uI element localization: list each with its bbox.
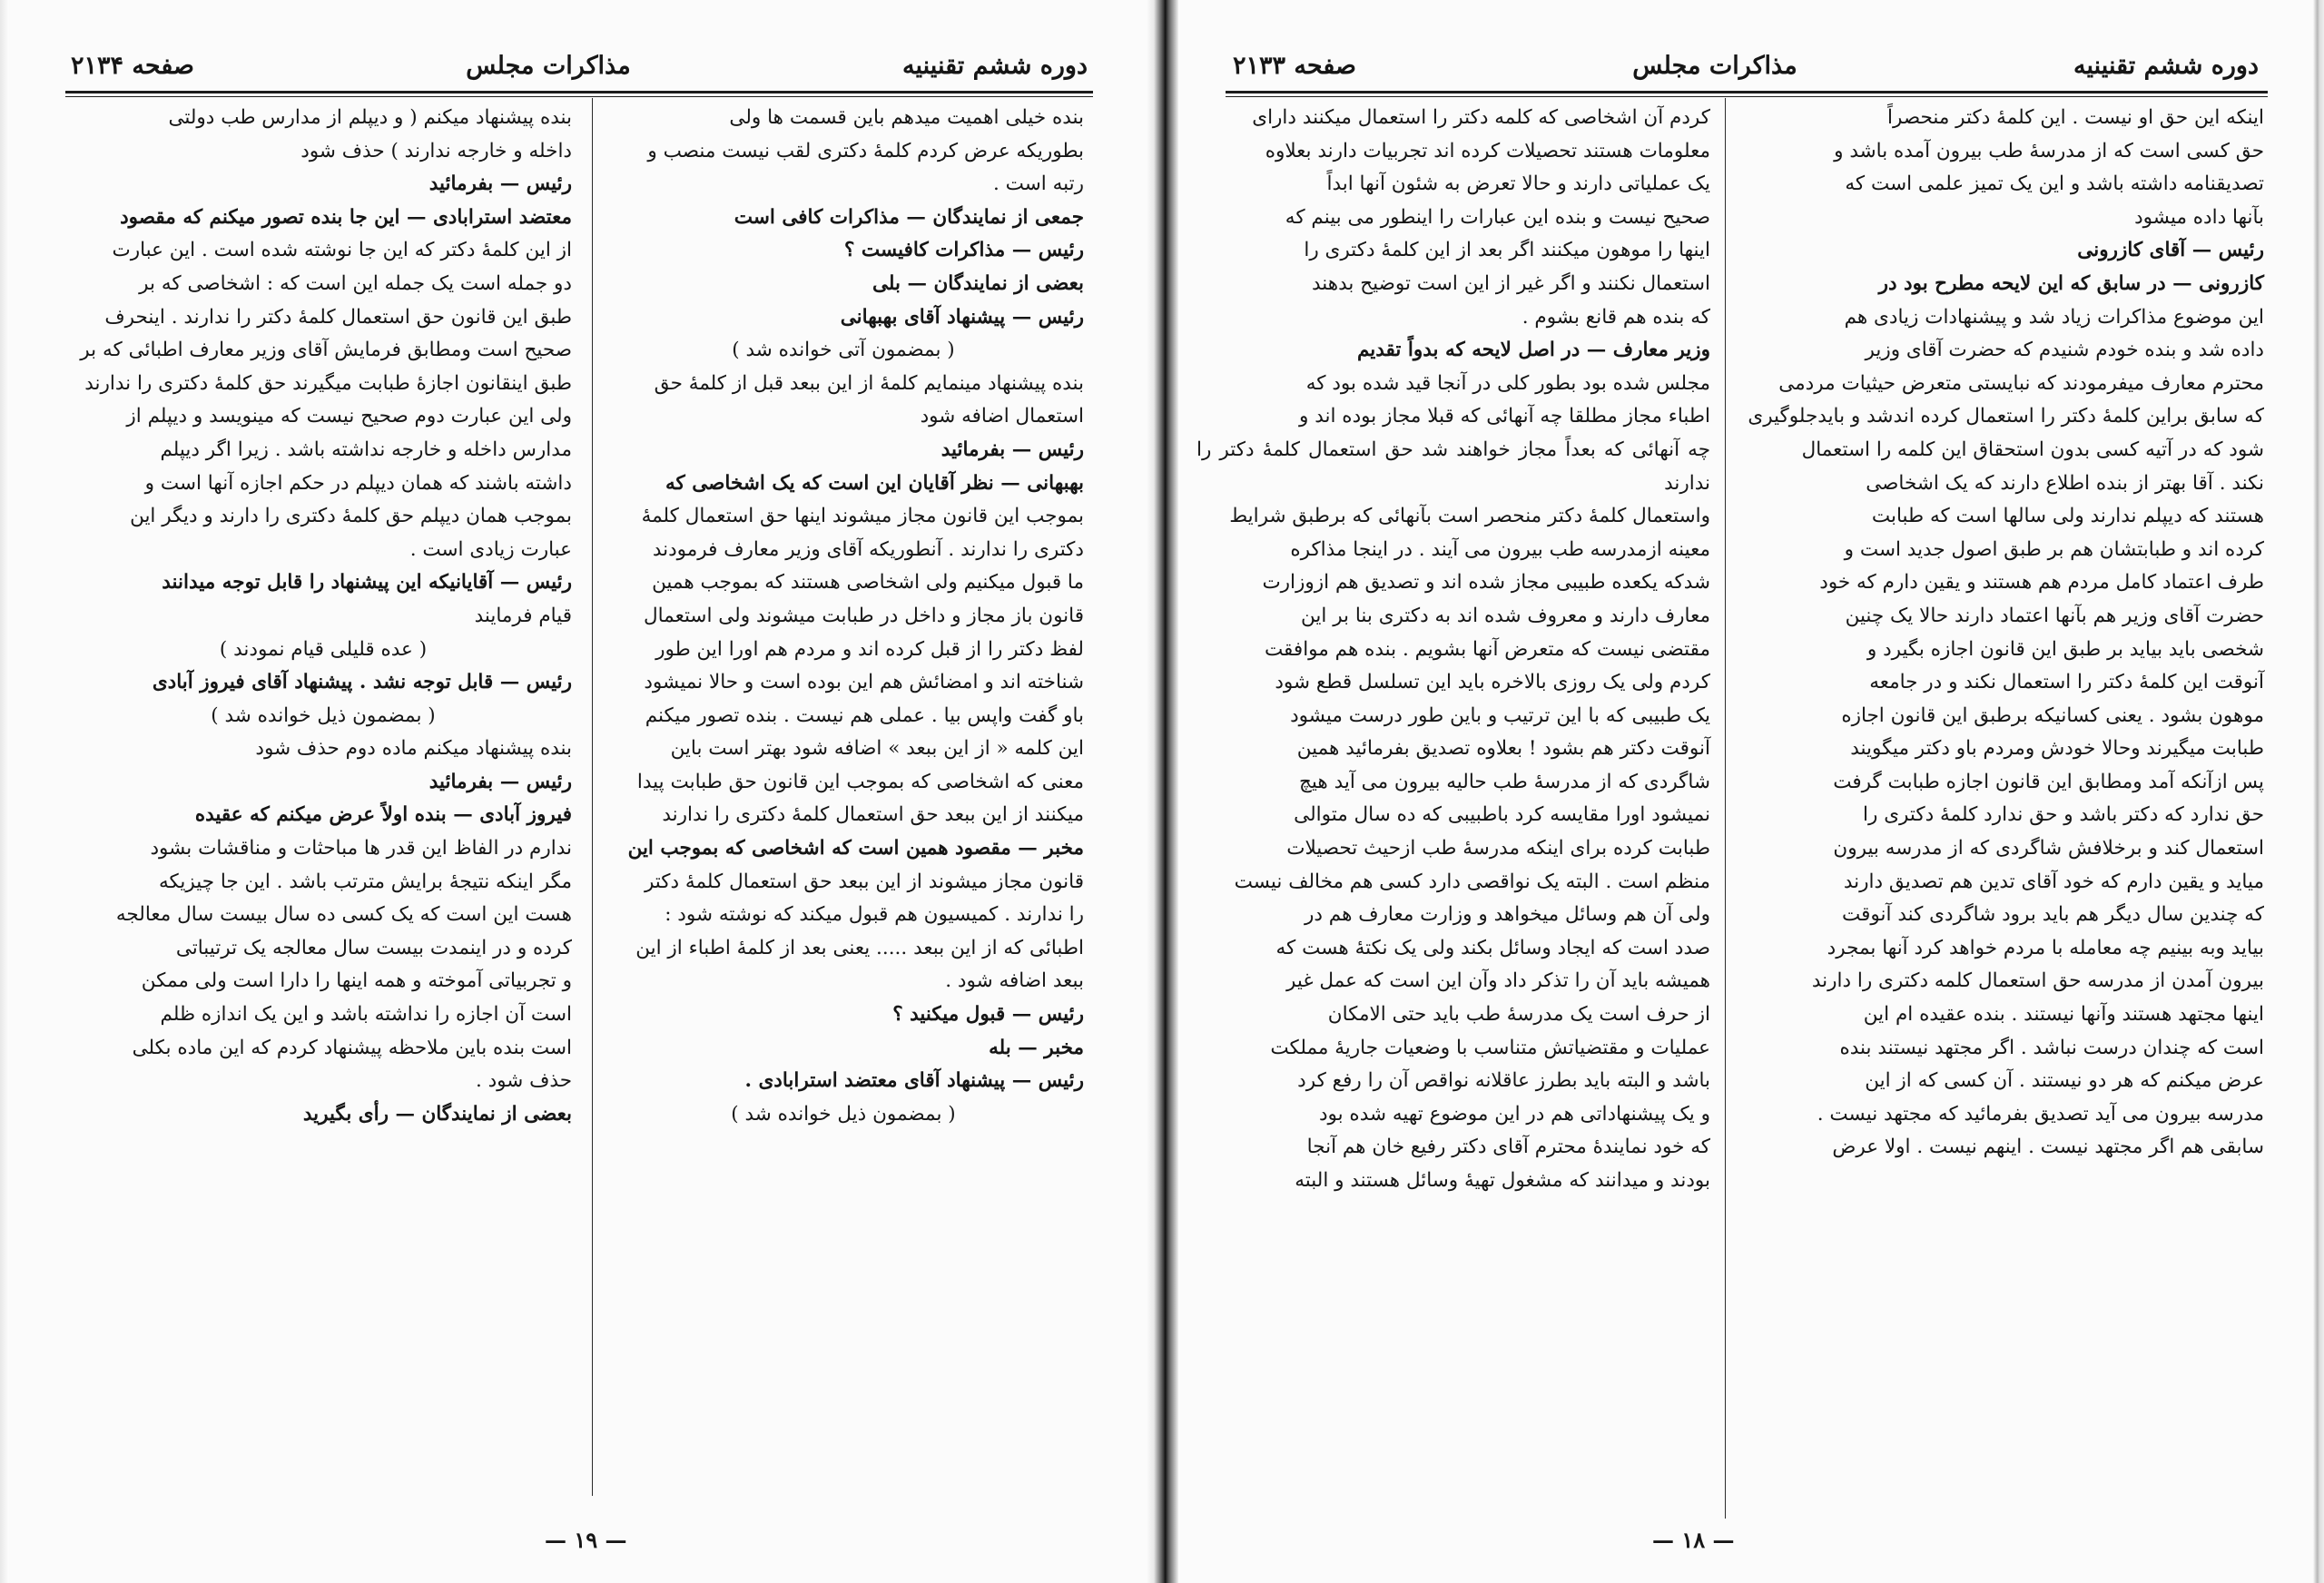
text-line: کرده اند و طبابتشان هم بر طبق اصول جدید است و [1844,537,2264,561]
text-line: مگر اینکه نتیجهٔ برایش مترتب باشد . این جا چیزیکه [158,870,572,893]
text-line: کردم ولی یک روزی بالاخره باید این تسلسل قطع شود [1275,671,1710,694]
right-page-edge [2313,0,2324,1583]
text-line: و تجربیاتی آموخته و همه اینها را دارا است ولی ممکن [141,969,572,993]
text-line: رئیس — بفرمائید [428,172,572,196]
text-line: بعضی از نمایندگان — رأی بگیرید [302,1102,572,1126]
text-line: قیام فرمایند [474,604,572,627]
text-line: ( بمضمون ذیل خوانده شد ) [211,703,436,727]
text-line: استعمال اضافه شود [920,405,1084,428]
text-line: جمعی از نمایندگان — مذاکرات کافی است [734,205,1084,229]
text-line: قانون باز مجاز و داخل در طبابت میشوند ولی استعمال [643,604,1084,627]
text-line: معنی که اشخاصی که بموجب این قانون حق طبابت پیدا [636,770,1084,793]
text-line: بطوریکه عرض کردم کلمهٔ دکتری لقب نیست منصب و [647,139,1084,162]
text-line: داخله و خارجه ندارند ) حذف شود [300,139,572,162]
text-line: اینکه این حق او نیست . این کلمهٔ دکتر منحصراً [1886,106,2264,129]
text-line: حق کسی است که از مدرسهٔ طب بیرون آمده باشد و [1834,139,2264,162]
text-line: چه آنهائی که بعداً مجاز خواهند شد حق استعمال کلمهٔ دکتر را ندارند [1196,438,1710,495]
text-line: هست این است که یک کسی ده سال بیست سال معالجه [115,903,572,927]
text-line: رئیس — آقای کازرونی [2077,239,2264,262]
text-line: صحیح نیست و بنده این عبارات را اینطور می بینم که [1285,205,1710,229]
text-line: بیرون آمدن از مدرسه حق استعمال کلمه دکتری را دارند [1811,969,2264,993]
text-line: رئیس — پیشنهاد آقای معتضد استرابادی . [744,1069,1084,1093]
text-line: لفظ دکتر را از قبل کرده اند و مردم هم اورا این طور [655,637,1084,661]
text-line: طبق این قانون حق استعمال کلمهٔ دکتر را ندارند . اینحرف [104,305,572,329]
text-line: ببعد اضافه شود . [945,969,1084,993]
text-line: شخصی باید بیاید بر طبق این قانون اجازه بگیرد و [1866,637,2264,661]
text-line: حق ندارد که دکتر باشد و حق ندارد کلمهٔ دکتری را [1863,803,2264,827]
text-line: باو گفت واپس بیا . عملی هم نیست . بنده تصور میکنم [645,703,1084,727]
text-line: محترم معارف میفرمودند که نبایستی متعرض حیثیات مردمی [1778,371,2264,395]
text-line: بنده پیشنهاد میکنم ماده دوم حذف شود [255,737,572,761]
text-line: اطبائی که از این ببعد ..... یعنی بعد از کلمهٔ اطباء از این [635,936,1084,959]
text-line: قانون مجاز میشوند از این ببعد حق استعمال کلمهٔ دکتر [644,870,1084,893]
right-header-title: مذاکرات مجلس [1632,51,1797,80]
left-header-title: مذاکرات مجلس [466,51,631,80]
text-line: اطباء مجاز مطلقا چه آنهائی که قبلا مجاز بوده اند و [1299,405,1710,428]
right-page-number: — ۱۸ — [1652,1527,1735,1553]
text-line: است که چندان درست نباشد . اگر مجتهد نیستند بنده [1839,1036,2264,1059]
right-page-left-column [1196,102,1710,1198]
right-page-column-divider [1725,98,1726,1519]
text-line: ( بمضمون آتی خوانده شد ) [732,339,955,362]
text-line: طبق اینقانون اجازهٔ طبابت میگیرند حق کلمهٔ دکتری را ندارند [84,371,572,395]
text-line: مدارس داخله و خارجه نداشته باشد . زیرا اگر دیپلم [160,438,572,461]
text-line: کرده و در اینمدت بیست سال معالجه یک ترتیباتی [175,936,572,959]
text-line: بعضی از نمایندگان — بلی [872,271,1084,295]
text-line: ندارم در الفاظ این قدر ها مباحثات و مناقشات بشود [150,837,572,860]
text-line: معلومات هستند تحصیلات کرده اند تجربیات دارند بعلاوه [1265,139,1710,162]
right-header-session: دوره ششم تقنینیه [2073,51,2259,80]
text-line: طبابت میگیرند وحالا خودش ومردم باو دکتر میگویند [1850,737,2264,761]
right-page [1178,0,2324,1583]
text-line: شاگردی که از مدرسهٔ طب حالیه بیرون می آید هیچ [1299,770,1710,793]
right-header-rule [1226,91,2268,93]
text-line: بموجب همان دیپلم حق کلمهٔ دکتری را دارند و دیگر این [130,505,572,528]
text-line: که بنده هم قانع بشوم . [1521,305,1710,329]
text-line: مدرسه بیرون می آید تصدیق بفرمائید که مجتهد نیست . [1817,1102,2264,1126]
text-line: بنده پیشنهاد میکنم ( و دیپلم از مدارس طب دولتی [168,106,572,129]
text-line: دو جمله است یک جمله این است که : اشخاصی که بر [139,271,572,295]
left-header-rule [65,91,1093,93]
text-line: عملیات و مقتضیاتش متناسب با وضعیات جاریهٔ مملکت [1270,1036,1710,1059]
text-line: شناخته اند و امضائش هم این بوده است و حالا نمیشود [644,671,1084,694]
text-line: است بنده باین ملاحظه پیشنهاد کردم که این ماده بکلی [132,1036,572,1059]
text-line: رئیس — مذاکرات کافیست ؟ [843,239,1084,262]
text-line: سابقی هم اگر مجتهد نیست . اینهم نیست . اولا عرض [1832,1136,2264,1159]
text-line: همیشه باید آن را تذکر داد وآن این است که عمل غیر [1285,969,1710,993]
text-line: را ندارند . کمیسیون هم قبول میکند که نوشته شود : [665,903,1084,927]
text-line: استعمال کند و برخلافش شاگردی که از مدرسه بیرون [1833,837,2264,860]
text-line: مخبر — مقصود همین است که اشخاصی که بموجب این [627,837,1084,860]
text-line: رئیس — بفرمائید [940,438,1084,461]
text-line: یک عملیاتی دارند و حالا تعرض به شئون آنها ابداً [1326,172,1710,196]
text-line: حضرت آقای وزیر هم بآنها اعتماد دارند حالا یک چنین [1845,604,2264,627]
text-line: موهون بشود . یعنی کسانیکه برطبق این قانون اجازه [1841,703,2264,727]
text-line: این موضوع مذاکرات زیاد شد و پیشنهادات زیادی هم [1844,305,2264,329]
left-page-right-column [603,102,1084,1131]
text-line: رئیس — بفرمائید [428,770,572,793]
text-line: تصدیقنامه داشته باشد و این یک تمیز علمی است که [1845,172,2264,196]
text-line: اینها را موهون میکنند اگر بعد از این کلمهٔ دکتری را [1304,239,1710,262]
text-line: بآنها داده میشود [2134,205,2264,229]
text-line: عبارت زیادی است . [409,537,572,561]
text-line: که سابق براین کلمهٔ دکتر را استعمال کرده اندشد و بایدجلوگیری [1748,405,2264,428]
text-line: که چندین سال دیگر هم باید برود شاگردی کند آنوقت [1842,903,2264,927]
text-line: عرض میکنم که هر دو نیستند . آن کسی که از این [1865,1069,2264,1093]
text-line: پس ازآنکه آمد ومطابق این قانون اجازه طبابت گرفت [1833,770,2264,793]
text-line: باشد و البته باید بطرز عاقلانه نواقص آن را رفع کرد [1297,1069,1710,1093]
text-line: طبابت کرده برای اینکه مدرسهٔ طب ازحیث تحصیلات [1286,837,1710,860]
text-line: صدد است که ایجاد وسائل بکند ولی یک نکتهٔ هست که [1275,936,1710,959]
left-header-rule-thin [65,96,1093,97]
text-line: بنده خیلی اهمیت میدهم باین قسمت ها ولی [729,106,1084,129]
text-line: این کلمه « از این ببعد » اضافه شود بهتر است باین [670,737,1084,761]
text-line: آنوقت این کلمهٔ دکتر را استعمال نکند و در جامعه [1869,671,2264,694]
text-line: استعمال نکنند و اگر غیر از این است توضیح بدهند [1312,271,1710,295]
text-line: واستعمال کلمهٔ دکتر منحصر است بآنهائی که برطبق شرایط [1229,505,1710,528]
text-line: رئیس — قبول میکنید ؟ [892,1003,1084,1027]
text-line: رئیس — قابل توجه نشد . پیشنهاد آقای فیروز آبادی [152,671,572,694]
text-line: ما قبول میکنیم ولی اشخاصی هستند که بموجب همین [652,571,1084,595]
right-header-page-label: صفحه ۲۱۳۳ [1233,51,1356,80]
text-line: مخبر — بله [989,1036,1084,1059]
text-line: حذف شود . [475,1069,572,1093]
text-line: مقتضی نیست که متعرض آنها بشویم . بنده هم موافقت [1264,637,1710,661]
text-line: که خود نمایندهٔ محترم آقای دکتر رفیع خان هم آنجا [1306,1136,1710,1159]
text-line: میکنند از این ببعد حق استعمال کلمهٔ دکتری را ندارند [662,803,1084,827]
text-line: رئیس — آقایانیکه این پیشنهاد را قابل توجه میدانند [162,571,572,595]
text-line: طرف اعتماد کامل مردم هم هستند و یقین دارم که خود [1819,571,2264,595]
text-line: و یک پیشنهاداتی هم در این موضوع تهیه شده بود [1318,1102,1710,1126]
text-line: بیاید وبه بینیم چه معامله با مردم خواهد کرد آنها بمجرد [1827,936,2264,959]
text-line: یک طبیبی که با این ترتیب و باین طور درست میشود [1290,703,1710,727]
text-line: صحیح است ومطابق فرمایش آقای وزیر معارف اطبائی که بر [80,339,572,362]
book-gutter [1146,0,1178,1583]
left-page-edge [0,0,9,1583]
left-page-column-divider [592,98,593,1496]
text-line: آنوقت دکتر هم بشود ! بعلاوه تصدیق بفرمائید همین [1296,737,1710,761]
left-page-left-column [74,102,572,1131]
text-line: داده شد و بنده خودم شنیدم که حضرت آقای وزیر [1865,339,2264,362]
text-line: نکند . آقا بهتر از بنده اطلاع دارند که یک اشخاصی [1866,471,2264,495]
text-line: شود که در آتیه کسی بدون استحقاق این کلمه را استعمال [1801,438,2264,461]
text-line: کردم آن اشخاصی که کلمه دکتر را استعمال میکنند دارای [1252,106,1710,129]
left-page-header [71,42,1088,89]
text-line: ( عده قلیلی قیام نمودند ) [219,637,428,661]
left-page [0,0,1146,1583]
text-line: ولی این عبارت دوم صحیح نیست که مینویسد و دیپلم از [126,405,572,428]
text-line: مجلس شده بود بطور کلی در آنجا قید شده بود که [1305,371,1710,395]
text-line: بموجب این قانون مجاز میشوند اینها حق استعمال کلمهٔ [641,505,1084,528]
text-line: منظم است . البته یک نواقصی دارد کسی هم مخالف نیست [1234,870,1710,893]
text-line: از حرف است یک مدرسهٔ طب باید حتی الامکان [1327,1003,1710,1027]
text-line: میاید و یقین دارم که خود آقای تدین هم تصدیق دارند [1843,870,2264,893]
left-header-page-label: صفحه ۲۱۳۴ [71,51,194,80]
right-header-rule-thin [1226,96,2268,97]
text-line: رتبه است . [993,172,1084,196]
text-line: نمیشود اورا مقایسه کرد باطبیبی که ده سال متوالی [1294,803,1710,827]
right-page-right-column [1736,102,2264,1165]
left-page-number: — ۱۹ — [545,1527,627,1553]
text-line: از این کلمهٔ دکتر که این جا نوشته شده است . این عبارت [112,239,572,262]
text-line: شدکه یکعده طبیبی مجاز شده اند و تصدیق هم ازوزارت [1262,571,1710,595]
text-line: معینه ازمدرسه طب بیرون می آیند . در اینجا مذاکره [1290,537,1710,561]
text-line: معارف دارند و معروف شده اند به دکتری بنا بر این [1301,604,1710,627]
text-line: فیروز آبادی — بنده اولاً عرض میکنم که عقیده [194,803,572,827]
text-line: ولی آن هم وسائل میخواهد و وزارت معارف هم در [1304,903,1710,927]
text-line: دکتری را ندارند . آنطوریکه آقای وزیر معارف فرمودند [652,537,1084,561]
text-line: اینها مجتهد هستند وآنها نیستند . بنده عقیده ام این [1863,1003,2264,1027]
text-line: وزیر معارف — در اصل لایحه که بدواً تقدیم [1356,339,1710,362]
text-line: رئیس — پیشنهاد آقای بهبهانی [840,305,1084,329]
text-line: کازرونی — در سابق که این لایحه مطرح بود در [1878,271,2264,295]
text-line: هستند که دیپلم ندارند ولی سالها است که طبابت [1871,505,2264,528]
left-header-session: دوره ششم تقنینیه [902,51,1088,80]
text-line: داشته باشند که همان دیپلم در حکم اجازه آنها است و [144,471,572,495]
text-line: است آن اجازه را نداشته باشد و این یک اندازه ظلم [160,1003,572,1027]
text-line: بودند و میدانند که مشغول تهیهٔ وسائل هستند و البته [1295,1169,1710,1192]
text-line: ( بمضمون ذیل خوانده شد ) [731,1102,956,1126]
right-page-header [1233,42,2259,89]
text-line: معتضد استرابادی — این جا بنده تصور میکنم که مقصود [120,205,572,229]
text-line: بهبهانی — نظر آقایان این است که یک اشخاصی که [665,471,1084,495]
text-line: بنده پیشنهاد مینمایم کلمهٔ از این ببعد قبل از کلمهٔ حق [654,371,1084,395]
